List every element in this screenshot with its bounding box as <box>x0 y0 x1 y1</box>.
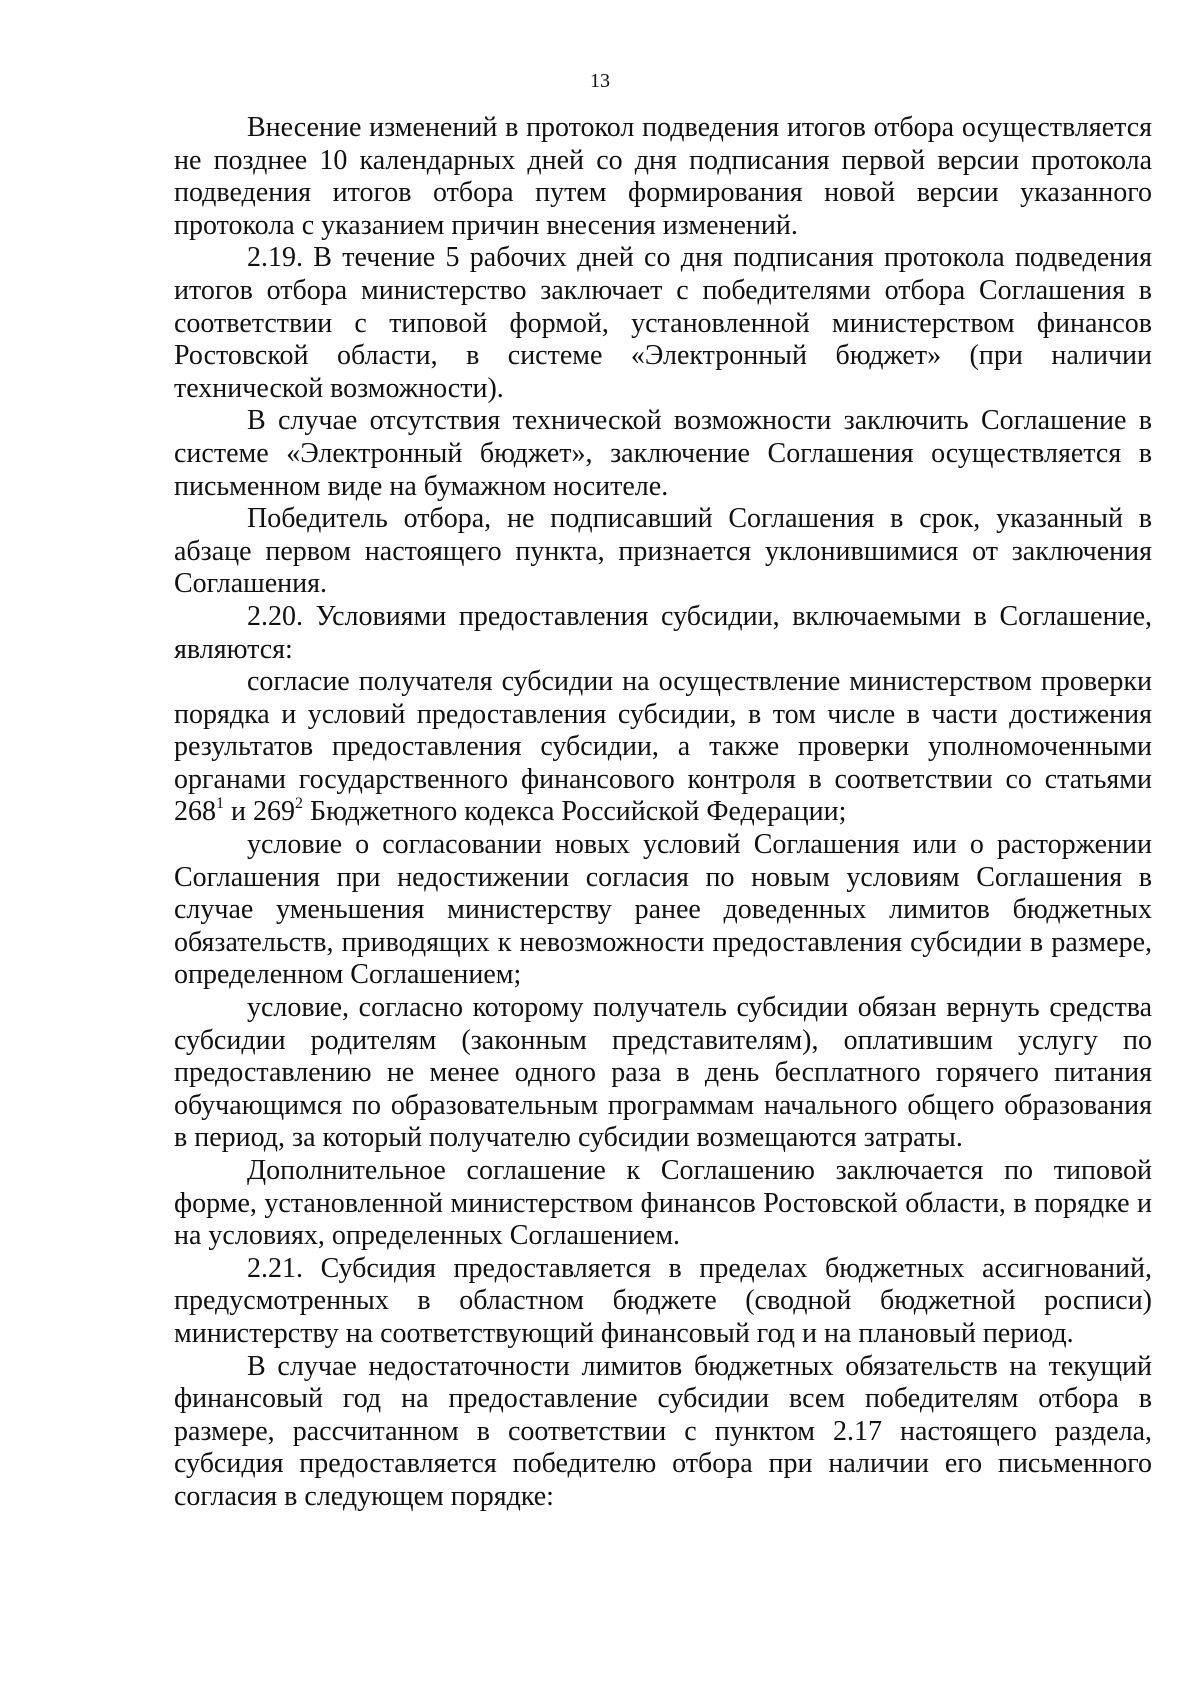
document-body <box>174 112 1152 1514</box>
consent-text-after: Бюджетного кодекса Российской Федерации; <box>302 796 847 828</box>
paragraph-winner-evasion: Победитель отбора, не подписавший Соглашения в срок, указанный в абзаце первом настоящего пункта, признается уклонившимися от заключения Соглашения. <box>174 503 1152 600</box>
paragraph-new-conditions: условие о согласовании новых условий Соглашения или о расторжении Соглашения при недостижении согласия по новым условиям Соглашения в случае уменьшения министерству ранее доведенных лимитов бюджетных обязательств, приводящих к невозможности предоставления субсидии в размере, определенном Соглашением; <box>174 829 1152 991</box>
paragraph-no-tech-possibility: В случае отсутствия технической возможности заключить Соглашение в системе «Электронный бюджет», заключение Соглашения осуществляется в письменном виде на бумажном носителе. <box>174 405 1152 502</box>
consent-text-before: согласие получателя субсидии на осуществление министерством проверки порядка и условий предоставления субсидии, в том числе в части достижения результатов предоставления субсидии, а также проверки уполномоченными органами государственного финансового контроля в соответствии со статьями 268 <box>174 666 1152 828</box>
paragraph-2-19: 2.19. В течение 5 рабочих дней со дня подписания протокола подведения итогов отбора министерство заключает с победителями отбора Соглашения в соответствии с типовой формой, установленной министерством финансов Ростовской области, в системе «Электронный бюджет» (при наличии технической возможности). <box>174 242 1152 404</box>
superscript-1: 1 <box>216 795 224 813</box>
consent-text-middle: и 269 <box>224 796 295 828</box>
page-number: 13 <box>590 70 610 92</box>
paragraph-protocol-changes: Внесение изменений в протокол подведения итогов отбора осуществляется не позднее 10 календарных дней со дня подписания первой версии протокола подведения итогов отбора путем формирования новой версии указанного протокола с указанием причин внесения изменений. <box>174 112 1152 241</box>
paragraph-additional-agreement: Дополнительное соглашение к Соглашению заключается по типовой форме, установленной министерством финансов Ростовской области, в порядке и на условиях, определенных Соглашением. <box>174 1155 1152 1252</box>
paragraph-2-20: 2.20. Условиями предоставления субсидии, включаемыми в Соглашение, являются: <box>174 600 1152 665</box>
superscript-2: 2 <box>294 795 303 813</box>
paragraph-2-21: 2.21. Субсидия предоставляется в пределах бюджетных ассигнований, предусмотренных в областном бюджете (сводной бюджетной росписи) министерству на соответствующий финансовый год и на плановый период. <box>174 1252 1152 1349</box>
paragraph-refund-condition: условие, согласно которому получатель субсидии обязан вернуть средства субсидии родителям (законным представителям), оплатившим услугу по предоставлению не менее одного раза в день бесплатного горячего питания обучающимся по образовательным программам начального общего образования в период, за который получателю субсидии возмещаются затраты. <box>174 992 1152 1154</box>
paragraph-consent-condition <box>174 666 1152 829</box>
paragraph-insufficient-limits: В случае недостаточности лимитов бюджетных обязательств на текущий финансовый год на предоставление субсидии всем победителям отбора в размере, рассчитанном в соответствии с пунктом 2.17 настоящего раздела, субсидия предоставляется победителю отбора при наличии его письменного согласия в следующем порядке: <box>174 1350 1152 1512</box>
